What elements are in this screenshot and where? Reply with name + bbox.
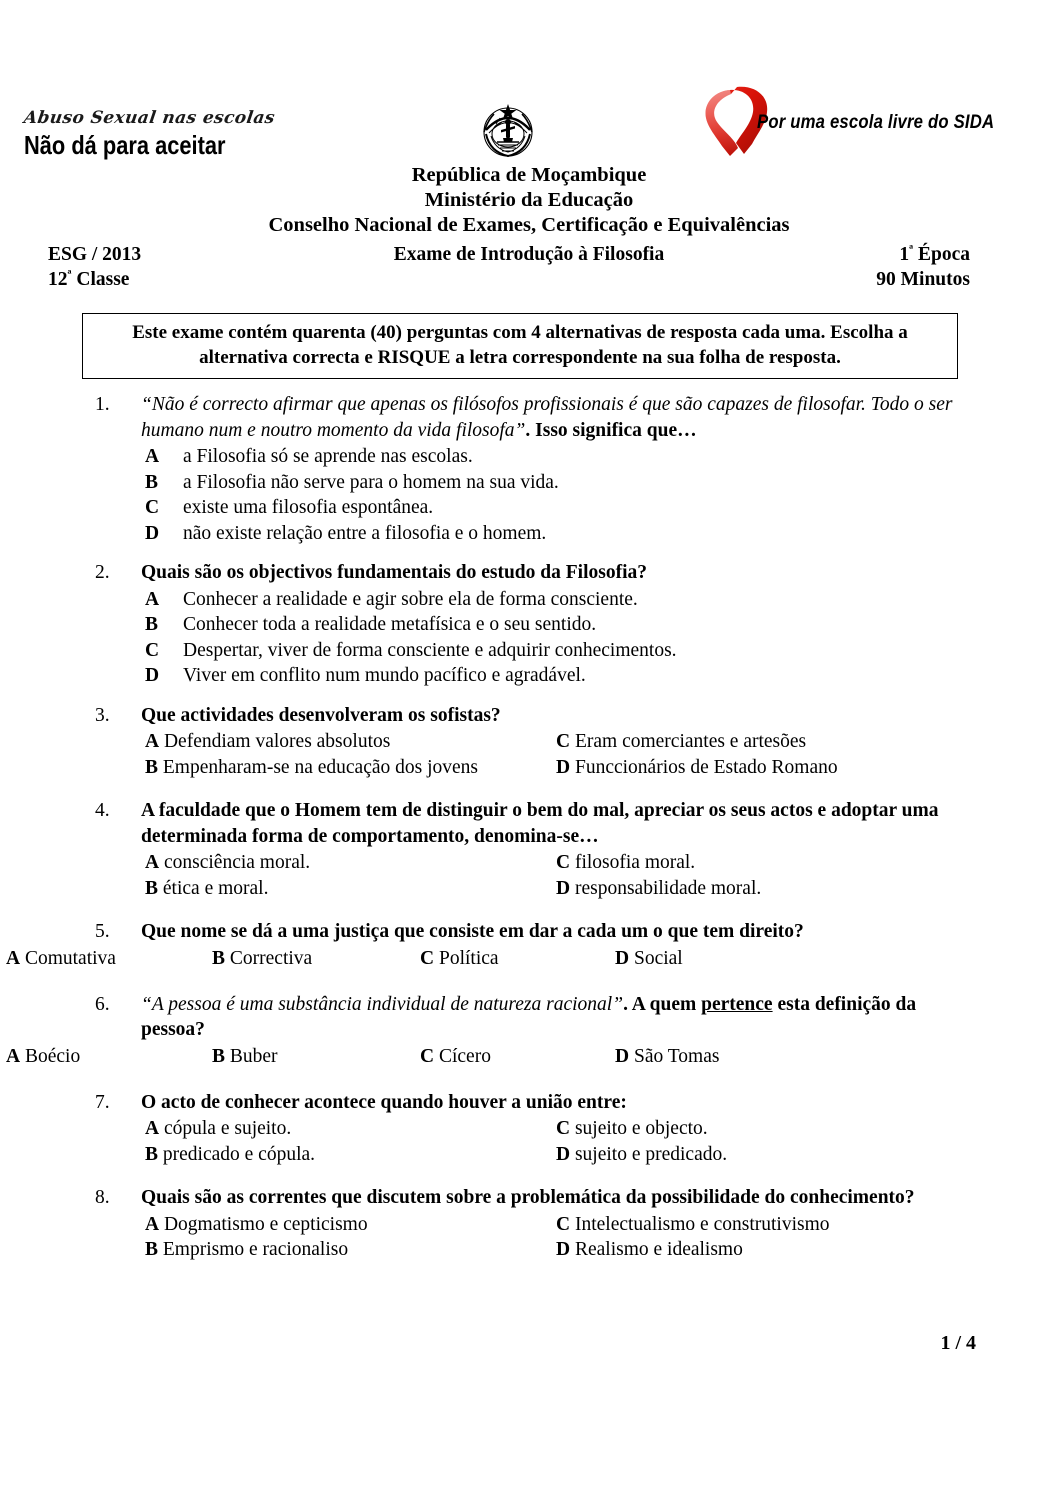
- option-letter: B: [145, 614, 159, 635]
- option-row[interactable]: [141, 612, 1058, 638]
- exam-code-col: [48, 243, 141, 292]
- option-b[interactable]: [212, 946, 312, 972]
- exam-season-num: 1: [899, 244, 910, 265]
- option-letter: B: [145, 877, 159, 899]
- question-number: 7.: [95, 1091, 110, 1113]
- question-stem-bold: Quais são os objectivos fundamentais do estudo da Filosofia?: [141, 562, 647, 583]
- option-letter: D: [615, 947, 630, 969]
- option-letter: B: [145, 471, 159, 493]
- option-text: ética e moral.: [162, 877, 269, 899]
- option-a[interactable]: [145, 1212, 368, 1238]
- option-letter: C: [420, 947, 435, 969]
- option-d[interactable]: [556, 755, 838, 781]
- option-text: Boécio: [24, 1045, 81, 1067]
- option-row[interactable]: [141, 638, 1058, 664]
- exam-grade-num: 12: [48, 268, 68, 290]
- ordinal-marker: ª: [909, 242, 914, 258]
- option-letter: C: [556, 1118, 571, 1139]
- option-text: Intelectualismo e construtivismo: [574, 1213, 830, 1235]
- option-text: sujeito e objecto.: [574, 1118, 708, 1139]
- option-d[interactable]: [556, 876, 761, 902]
- option-row[interactable]: [141, 495, 1058, 521]
- option-letter: B: [145, 1143, 159, 1165]
- option-letter: B: [145, 1239, 159, 1260]
- option-row-pair: [141, 850, 1058, 876]
- question-number: 5.: [95, 921, 110, 942]
- option-text: Viver em conflito num mundo pacífico e agradável.: [183, 665, 586, 686]
- ordinal-marker: ª: [67, 266, 72, 282]
- exam-season: [876, 243, 970, 268]
- options-list: [0, 1116, 1058, 1167]
- option-a[interactable]: [145, 729, 390, 755]
- option-text: responsabilidade moral.: [574, 877, 762, 899]
- option-text: São Tomas: [633, 1045, 720, 1067]
- question-number: 2.: [95, 562, 110, 583]
- exam-meta: [0, 243, 1058, 303]
- option-text: a Filosofia só se aprende nas escolas.: [183, 446, 473, 467]
- question-stem-italic: “A pessoa é uma substância individual de natureza racional”: [141, 993, 624, 1015]
- question-6: [0, 992, 1058, 1070]
- option-c[interactable]: [420, 1044, 491, 1070]
- question-5: [0, 919, 1058, 972]
- question-stem-bold: Que nome se dá a uma justiça que consiste em dar a cada um o que tem direito?: [141, 921, 804, 942]
- option-d[interactable]: [556, 1237, 743, 1263]
- exam-grade: [48, 268, 141, 293]
- question-stem: [0, 703, 1058, 729]
- question-number: 3.: [95, 704, 110, 726]
- option-text: Eram comerciantes e artesões: [574, 731, 807, 752]
- question-2: [0, 560, 1058, 689]
- header-logos: [0, 0, 1058, 180]
- option-d[interactable]: [615, 1044, 719, 1070]
- option-row[interactable]: [141, 521, 1058, 547]
- option-row-pair: [141, 729, 1058, 755]
- exam-code: ESG / 2013: [48, 244, 142, 265]
- options-list: [0, 1044, 1058, 1070]
- option-text: não existe relação entre a filosofia e o homem.: [183, 522, 547, 544]
- campaign-slogan-script: Abuso Sexual nas escolas: [22, 108, 277, 128]
- country-line: República de Moçambique: [411, 164, 647, 186]
- option-row-pair: [141, 1116, 1058, 1142]
- abuso-sexual-campaign-logo: [24, 108, 324, 159]
- sida-slogan: Por uma escola livre do SIDA: [757, 112, 995, 133]
- option-text: Conhecer toda a realidade metafísica e o seu sentido.: [183, 614, 597, 635]
- option-letter: D: [556, 756, 571, 778]
- question-number: 4.: [95, 800, 110, 821]
- option-row-pair: [141, 1142, 1058, 1168]
- option-letter: C: [145, 497, 160, 518]
- option-row[interactable]: [141, 587, 1058, 613]
- question-7: [0, 1090, 1058, 1168]
- ministry-line: Ministério da Educação: [424, 189, 634, 211]
- option-text: Emprismo e racionaliso: [162, 1239, 349, 1260]
- option-letter: A: [145, 1118, 160, 1139]
- option-text: sujeito e predicado.: [574, 1143, 728, 1165]
- option-text: Realismo e idealismo: [574, 1239, 743, 1260]
- question-stem: [0, 392, 1058, 443]
- option-text: Cícero: [438, 1045, 491, 1067]
- exam-season-word: Época: [913, 244, 970, 265]
- option-a[interactable]: [6, 946, 116, 972]
- question-stem-bold: O acto de conhecer acontece quando houver a união entre:: [141, 1091, 627, 1113]
- question-stem-bold: A faculdade que o Homem tem de distinguir o bem do mal, apreciar os seus actos e adoptar uma determinada forma de comportamento, denomina-se…: [141, 800, 939, 847]
- option-letter: C: [420, 1045, 435, 1067]
- exam-duration: 90 Minutos: [876, 268, 970, 290]
- option-d[interactable]: [556, 1142, 727, 1168]
- option-text: consciência moral.: [163, 852, 311, 873]
- option-letter: B: [212, 1045, 226, 1067]
- option-letter: D: [615, 1045, 630, 1067]
- instructions-line-1: Este exame contém quarenta (40) perguntas com 4 alternativas de resposta cada uma. Escolha a: [132, 322, 908, 343]
- sida-campaign-logo: [700, 86, 1000, 166]
- options-list: [0, 444, 1058, 546]
- option-a[interactable]: [145, 850, 310, 876]
- option-row[interactable]: [141, 663, 1058, 689]
- option-row-pair: [141, 1212, 1058, 1238]
- options-list: [0, 587, 1058, 689]
- campaign-slogan-bold: Não dá para aceitar: [24, 130, 226, 160]
- option-letter: D: [556, 1143, 571, 1165]
- option-text: cópula e sujeito.: [163, 1118, 292, 1139]
- question-stem: [0, 919, 1058, 945]
- question-stem: [0, 798, 1058, 849]
- option-c[interactable]: [556, 850, 695, 876]
- instructions-line-2: alternativa correcta e RISQUE a letra correspondente na sua folha de resposta.: [199, 347, 841, 368]
- option-text: Conhecer a realidade e agir sobre ela de forma consciente.: [183, 588, 638, 610]
- option-letter: B: [145, 756, 159, 778]
- option-a[interactable]: [6, 1044, 80, 1070]
- question-stem: [0, 560, 1058, 586]
- option-c[interactable]: [556, 1116, 708, 1142]
- exam-grade-word: Classe: [71, 268, 130, 290]
- option-text: existe uma filosofia espontânea.: [183, 497, 434, 518]
- option-letter: D: [145, 665, 160, 686]
- question-number: 8.: [95, 1187, 110, 1208]
- question-8: [0, 1185, 1058, 1263]
- option-text: a Filosofia não serve para o homem na sua vida.: [183, 471, 559, 493]
- option-row-pair: [141, 1237, 1058, 1263]
- options-list: [0, 850, 1058, 901]
- question-stem-bold: Que actividades desenvolveram os sofistas?: [141, 704, 501, 726]
- question-number: 1.: [95, 394, 110, 415]
- option-text: predicado e cópula.: [162, 1143, 316, 1165]
- options-list: [0, 946, 1058, 972]
- exam-season-col: [876, 243, 970, 292]
- page-number: 1 / 4: [940, 1332, 976, 1354]
- question-stem-bold-pre: . A quem: [623, 993, 702, 1015]
- option-letter: A: [145, 446, 160, 467]
- option-text: Comutativa: [24, 947, 116, 969]
- option-letter: C: [145, 639, 160, 661]
- option-c[interactable]: [556, 1212, 830, 1238]
- option-a[interactable]: [145, 1116, 291, 1142]
- option-text: Buber: [229, 1045, 278, 1067]
- question-4: [0, 798, 1058, 901]
- option-letter: A: [145, 1213, 160, 1235]
- option-row-pair: [141, 876, 1058, 902]
- question-stem-underlined: pertence: [701, 993, 773, 1015]
- council-line: Conselho Nacional de Exames, Certificação e Equivalências: [268, 214, 790, 236]
- question-stem: [0, 1185, 1058, 1211]
- option-row[interactable]: [141, 470, 1058, 496]
- option-b[interactable]: [145, 1142, 315, 1168]
- option-row[interactable]: [141, 444, 1058, 470]
- option-letter: D: [145, 522, 160, 544]
- option-letter: A: [145, 731, 160, 752]
- questions-list: [0, 392, 1058, 1278]
- option-c[interactable]: [556, 729, 806, 755]
- option-letter: C: [556, 731, 571, 752]
- exam-title: Exame de Introdução à Filosofia: [393, 244, 665, 265]
- option-text: Defendiam valores absolutos: [163, 731, 391, 752]
- option-text: Política: [438, 947, 499, 969]
- option-letter: C: [556, 1213, 571, 1235]
- option-letter: C: [556, 852, 571, 873]
- question-stem-bold-post: esta definição da pessoa?: [141, 993, 917, 1040]
- option-b[interactable]: [212, 1044, 278, 1070]
- option-text: Funccionários de Estado Romano: [574, 756, 838, 778]
- option-text: Correctiva: [229, 947, 313, 969]
- option-text: filosofia moral.: [574, 852, 696, 873]
- question-stem-bold: . Isso significa que…: [525, 419, 697, 441]
- ministry-heading: [0, 163, 1058, 238]
- question-stem: [0, 1090, 1058, 1116]
- option-row-pair: [141, 755, 1058, 781]
- option-b[interactable]: [145, 755, 478, 781]
- options-list: [0, 1212, 1058, 1263]
- option-b[interactable]: [145, 876, 268, 902]
- coat-of-arms-icon: [478, 100, 538, 162]
- option-letter: A: [145, 588, 160, 610]
- question-stem-bold: Quais são as correntes que discutem sobre a problemática da possibilidade do conhecimento?: [141, 1187, 915, 1208]
- question-1: [0, 392, 1058, 546]
- question-3: [0, 703, 1058, 781]
- option-d[interactable]: [615, 946, 683, 972]
- option-b[interactable]: [145, 1237, 348, 1263]
- option-letter: D: [556, 1239, 571, 1260]
- options-list: [0, 729, 1058, 780]
- option-letter: D: [556, 877, 571, 899]
- option-letter: A: [145, 852, 160, 873]
- instructions-box: [82, 313, 958, 379]
- question-stem: [0, 992, 1058, 1043]
- option-text: Dogmatismo e cepticismo: [163, 1213, 368, 1235]
- question-stem-italic: “Não é correcto afirmar que apenas os filósofos profissionais é que são capazes de filosofar. Todo o ser humano num e noutro momento da vida filosofa”: [141, 394, 953, 441]
- option-c[interactable]: [420, 946, 499, 972]
- option-text: Social: [633, 947, 683, 969]
- option-letter: B: [212, 947, 226, 969]
- option-letter: A: [6, 1045, 21, 1067]
- option-text: Despertar, viver de forma consciente e adquirir conhecimentos.: [183, 639, 677, 661]
- question-number: 6.: [95, 993, 110, 1015]
- option-text: Empenharam-se na educação dos jovens: [162, 756, 479, 778]
- option-letter: A: [6, 947, 21, 969]
